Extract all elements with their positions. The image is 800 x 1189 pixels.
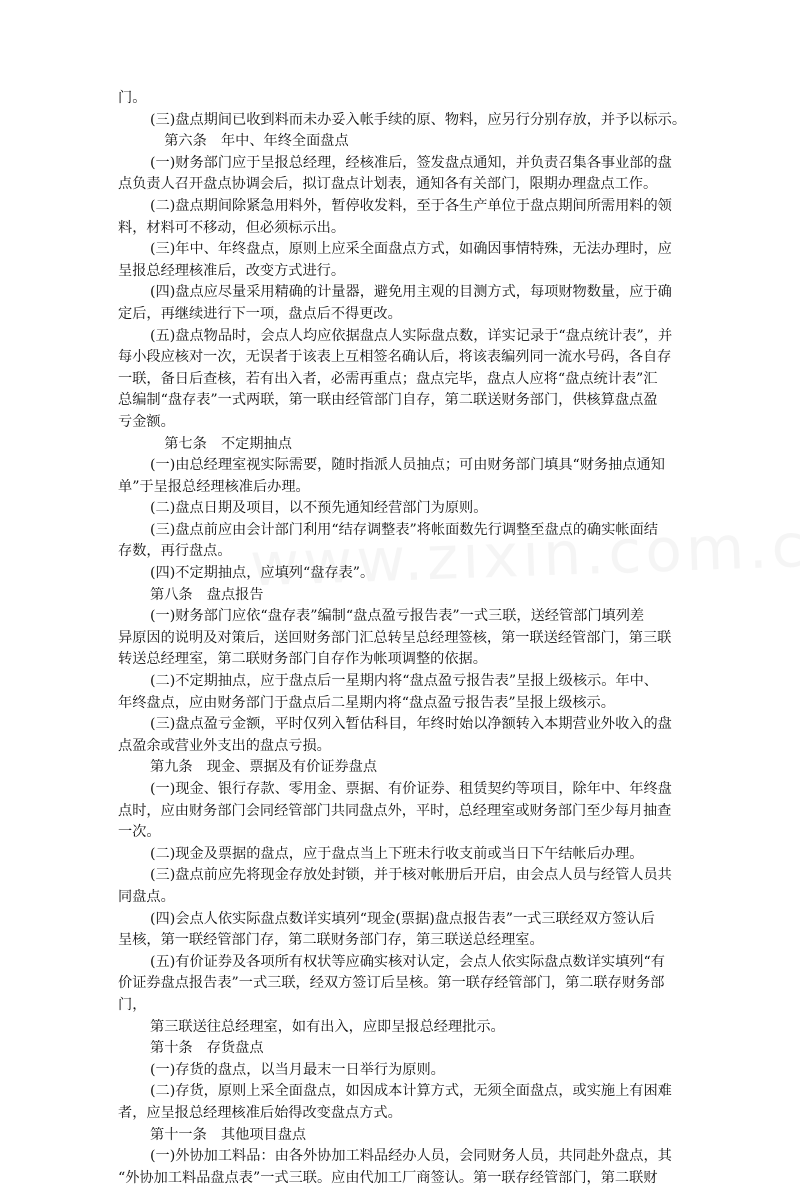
text-line: 转送总经理室，第二联财务部门自存作为帐项调整的依据。 bbox=[118, 651, 487, 668]
text-line: 料，材料可不移动，但必须标示出。 bbox=[118, 219, 346, 236]
text-line: 呈核，第一联经管部门存，第二联财务部门存，第三联送总经理室。 bbox=[118, 932, 544, 949]
text-line: 者，应呈报总经理核准后始得改变盘点方式。 bbox=[118, 1104, 402, 1121]
text-line: 定后，再继续进行下一项，盘点后不得更改。 bbox=[118, 305, 402, 322]
text-line: (三)盘点期间已收到料而未办妥入帐手续的原、物料，应另行分别存放，并予以标示。 bbox=[150, 111, 687, 128]
text-line: (一)存货的盘点，以当月最末一日举行为原则。 bbox=[150, 1061, 445, 1078]
text-line: 一联，备日后查核，若有出入者，必需再重点；盘点完毕，盘点人应将“盘点统计表”汇 bbox=[118, 370, 658, 387]
text-line: (三)盘点前应先将现金存放处封锁，并于核对帐册后开启，由会点人员与经管人员共 bbox=[150, 867, 672, 884]
text-line: 呈报总经理核准后，改变方式进行。 bbox=[118, 262, 346, 279]
text-line: 年终盘点，应由财务部门于盘点后二星期内将“盘点盈亏报告表”呈报上级核示。 bbox=[118, 694, 615, 711]
document-page bbox=[0, 88, 800, 1189]
text-line: 点时，应由财务部门会同经管部门共同盘点外，平时，总经理室或财务部门至少每月抽查 bbox=[118, 802, 672, 819]
text-line: (四)盘点应尽量采用精确的计量器，避免用主观的目测方式，每项财物数量，应于确 bbox=[150, 284, 672, 301]
text-line: 点盈余或营业外支出的盘点亏损。 bbox=[118, 737, 331, 754]
text-line: 第八条 盘点报告 bbox=[150, 586, 264, 603]
text-line: (一)由总经理室视实际需要，随时指派人员抽点；可由财务部门填具“财务抽点通知 bbox=[150, 457, 665, 474]
text-line: 同盘点。 bbox=[118, 888, 175, 905]
text-line: 门。 bbox=[118, 90, 147, 106]
text-line: (二)不定期抽点，应于盘点后一星期内将“盘点盈亏报告表”呈报上级核示。年中、 bbox=[150, 673, 658, 690]
text-line: (四)会点人依实际盘点数详实填列“现金(票据)盘点报告表”一式三联经双方签认后 bbox=[150, 910, 655, 927]
text-line: 第三联送往总经理室，如有出入，应即呈报总经理批示。 bbox=[150, 1018, 505, 1035]
text-line: 总编制“盘存表”一式两联，第一联由经管部门自存，第二联送财务部门，供核算盘点盈 bbox=[118, 392, 658, 409]
text-line: (二)现金及票据的盘点，应于盘点当上下班未行收支前或当日下午结帐后办理。 bbox=[150, 845, 644, 862]
text-line: 点负责人召开盘点协调会后，拟订盘点计划表，通知各有关部门，限期办理盘点工作。 bbox=[118, 176, 658, 193]
text-line: 每小段应核对一次，无误者于该表上互相签名确认后，将该表编列同一流水号码，各自存 bbox=[118, 349, 672, 366]
text-line: 门， bbox=[118, 996, 147, 1013]
text-line: (三)年中、年终盘点，原则上应采全面盘点方式，如确因事情特殊，无法办理时，应 bbox=[150, 241, 672, 258]
text-line: “外协加工料品盘点表”一式三联。应由代加工厂商签认。第一联存经管部门，第二联财 bbox=[118, 1169, 658, 1186]
text-line: 单”于呈报总经理核准后办理。 bbox=[118, 478, 310, 495]
text-line: 第九条 现金、票据及有价证券盘点 bbox=[150, 759, 378, 776]
text-line: (一)外协加工料品：由各外协加工料品经办人员，会同财务人员，共同赴外盘点，其 bbox=[150, 1148, 672, 1165]
text-line: (二)盘点日期及项目，以不预先通知经营部门为原则。 bbox=[150, 500, 488, 517]
text-line: 一次。 bbox=[118, 824, 161, 841]
text-line: (三)盘点前应由会计部门利用“结存调整表”将帐面数先行调整至盘点的确实帐面结 bbox=[150, 521, 658, 538]
text-line: 第七条 不定期抽点 bbox=[150, 435, 292, 452]
text-line: 第十条 存货盘点 bbox=[150, 1040, 264, 1057]
text-line: (一)财务部门应于呈报总经理，经核准后，签发盘点通知，并负责召集各事业部的盘 bbox=[150, 154, 672, 171]
text-line: 存数，再行盘点。 bbox=[118, 543, 232, 560]
text-line: (一)财务部门应依“盘存表”编制“盘点盈亏报告表”一式三联，送经管部门填列差 bbox=[150, 608, 645, 625]
text-line: (五)有价证券及各项所有权状等应确实核对认定，会点人依实际盘点数详实填列“有 bbox=[150, 953, 665, 970]
text-line: 第十一条 其他项目盘点 bbox=[150, 1126, 307, 1143]
text-line: 第六条 年中、年终全面盘点 bbox=[150, 133, 349, 150]
text-line: (五)盘点物品时，会点人均应依据盘点人实际盘点数，详实记录于“盘点统计表”，并 bbox=[150, 327, 673, 344]
text-line: (三)盘点盈亏金额，平时仅列入暂估科目，年终时始以净额转入本期营业外收入的盘 bbox=[150, 716, 672, 733]
text-line: 异原因的说明及对策后，送回财务部门汇总转呈总经理签核，第一联送经管部门，第三联 bbox=[118, 629, 672, 646]
text-line: (二)存货，原则上采全面盘点，如因成本计算方式，无须全面盘点，或实施上有困难 bbox=[150, 1083, 672, 1100]
text-line: 亏金额。 bbox=[118, 413, 175, 430]
text-line: 价证券盘点报告表”一式三联，经双方签订后呈核。第一联存经管部门，第二联存财务部 bbox=[118, 975, 665, 992]
text-line: (四)不定期抽点，应填列“盘存表”。 bbox=[150, 565, 375, 582]
text-line: (二)盘点期间除紧急用料外，暂停收发料，至于各生产单位于盘点期间所需用料的领 bbox=[150, 197, 672, 214]
text-line: (一)现金、银行存款、零用金、票据、有价证券、租赁契约等项目，除年中、年终盘 bbox=[150, 781, 672, 797]
